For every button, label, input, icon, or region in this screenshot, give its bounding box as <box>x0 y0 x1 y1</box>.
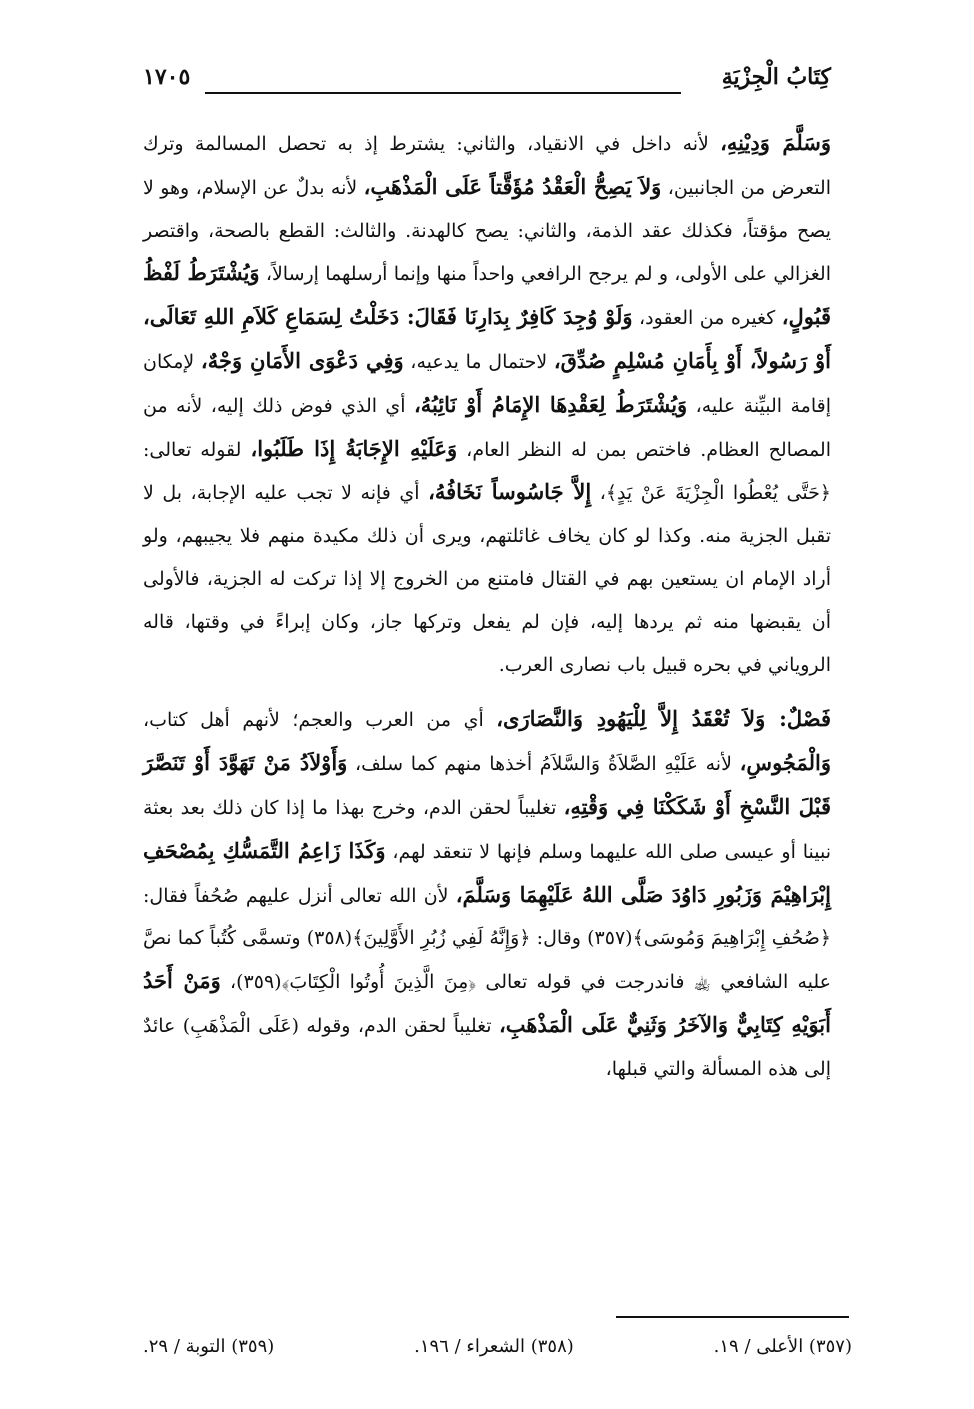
commentary-text: تغليباً لحقن الدم، وقوله (عَلَى الْمَذْهَبِ) عائدٌ إلى هذه المسألة والتي قبلها، <box>143 1014 831 1080</box>
commentary-text: لأنه بدلٌ عن الإسلام، وهو لا يصح مؤقتاً، فكذلك عقد الذمة، والثاني: يصح كالهدنة. والثالث: القطع بالصحة، واقتصر الغزالي على الأولى، و لم يرجح الرافعي واحداً منها وإنما أرسلهما إرسالاً، <box>143 176 831 286</box>
commentary-text: أي الذي فوض ذلك إليه، لأنه من المصالح العظام. فاختص بمن له النظر العام، <box>143 394 831 461</box>
paragraph-1 <box>143 122 831 686</box>
footnote-357: (٣٥٧) الأعلى / ١٩. <box>713 1336 852 1357</box>
matn-text: وَيُشْتَرَطُ لَفْظُ قَبُولٍ، <box>143 260 831 330</box>
matn-text: وَالْمَجُوسِ، <box>739 750 831 776</box>
matn-text: وَكَذَا زَاعِمُ التَّمَسُّكِ بِمُصْحَفِ إِبْرَاهِيْمَ وَزَبُورِ دَاوُدَ صَلَّى اللهُ عَلَيْهِمَا وَسَلَّمَ، <box>143 837 831 907</box>
matn-text: وَمَنْ أَحَدُ أَبَوَيْهِ كِتَابِيٌّ وَالآخَرُ وَثَنِيٌّ عَلَى الْمَذْهَبِ، <box>143 968 831 1037</box>
commentary-text: لأنه عَلَيْهِ الصَّلاَةُ وَالسَّلاَمُ أخذها منهم كما سلف، <box>347 753 740 776</box>
matn-text: وَلَوْ وُجِدَ كَافِرٌ بِدَارِنَا فَقَالَ: دَخَلْتُ لِسَمَاعِ كَلاَمِ اللهِ تَعَالَى، أَوْ رَسُولاً، أَوْ بِأَمَانِ مُسْلِمٍ صُدِّقَ، <box>143 304 831 373</box>
matn-text: وَسَلَّمَ وَدِيْنِهِ، <box>720 130 832 155</box>
page-header <box>143 58 831 104</box>
commentary-text: لاحتمال ما يدعيه، <box>403 350 554 373</box>
commentary-text: لإمكان إقامة البيِّنة عليه، <box>143 350 831 417</box>
commentary-text: أي فإنه لا تجب عليه الإجابة، بل لا تقبل الجزية منه. وكذا لو كان يخاف غائلتهم، ويرى أن ذلك مكيدة منهم فلا يجيبهم، ولو أراد الإمام ان يستعين بهم في القتال فامتنع من الخروج إلا إذا تركت له الجزية، فالأولى أن يقبضها منه ثم يردها إليه، فإن لم يفعل وتركها جاز، وكان إبراءً في وقتها، قاله الروياني في بحره قبيل باب نصارى العرب. <box>143 482 831 676</box>
matn-text: فَصْلٌ: وَلاَ تُعْقَدُ إِلاَّ لِلْيَهُودِ وَالنَّصَارَى، <box>496 706 831 732</box>
matn-text: وَيُشْتَرَطُ لِعَقْدِهَا الإِمَامُ أَوْ نَائِبُهُ، <box>413 391 688 417</box>
matn-text: وَلاَ يَصِحُّ الْعَقْدُ مُؤَقَّتاً عَلَى الْمَذْهَبِ، <box>363 173 662 199</box>
matn-text: إِلاَّ جَاسُوساً نَخَافُهُ، <box>428 479 592 505</box>
matn-text: وَعَلَيْهِ الإِجَابَةُ إِذَا طَلَبُوا، <box>250 435 458 461</box>
footnote-rule <box>616 1316 849 1318</box>
footnote-359: (٣٥٩) التوبة / ٢٩. <box>143 1336 275 1357</box>
commentary-text: تغليباً لحقن الدم، وخرج بهذا ما إذا كان ذلك بعد بعثة نبينا أو عيسى صلى الله عليهما وسلم فإنها لا تنعقد لهم، <box>143 796 832 863</box>
footnotes <box>143 1336 852 1357</box>
book-title: كِتَابُ الْجِزْيَةِ <box>721 64 831 90</box>
commentary-text: لأنه داخل في الانقياد، والثاني: يشترط إذ به تحصل المسالمة وترك التعرض من الجانبين، <box>143 133 831 199</box>
commentary-text: لقوله تعالى: ﴿حَتَّى يُعْطُوا الْجِزْيَةَ عَنْ يَدٍ﴾، <box>143 438 831 505</box>
main-text <box>143 122 831 1091</box>
header-rule <box>205 92 681 94</box>
commentary-text: لأن الله تعالى أنزل عليهم صُحُفاً فقال: ﴿صُحُفِ إِبْرَاهِيمَ وَمُوسَى﴾(٣٥٧) وقال: ﴿وَإِنَّهُ لَفِي زُبُرِ الأَوَّلِينَ﴾(٣٥٨) وتسمَّى كُتُباً كما نصَّ عليه الشافعي ﵀ فاندرجت في قوله تعالى ﴿مِنَ الَّذِينَ أُوتُوا الْكِتَابَ﴾(٣٥٩)، <box>143 884 832 994</box>
matn-text: وَفِي دَعْوَى الأَمَانِ وَجْهٌ، <box>200 347 404 373</box>
paragraph-2 <box>143 698 831 1090</box>
matn-text: وَأَوْلاَدُ مَنْ تَهَوَّدَ أَوْ تَنَصَّرَ قَبْلَ النَّسْخِ أَوْ شَكَكْنَا فِي وَقْتِهِ، <box>143 750 831 819</box>
commentary-text: أي من العرب والعجم؛ لأنهم أهل كتاب، <box>143 709 497 732</box>
commentary-text: كغيره من العقود، <box>632 307 782 330</box>
footnote-358: (٣٥٨) الشعراء / ١٩٦. <box>414 1336 574 1357</box>
page-number: ١٧٠٥ <box>143 64 191 90</box>
